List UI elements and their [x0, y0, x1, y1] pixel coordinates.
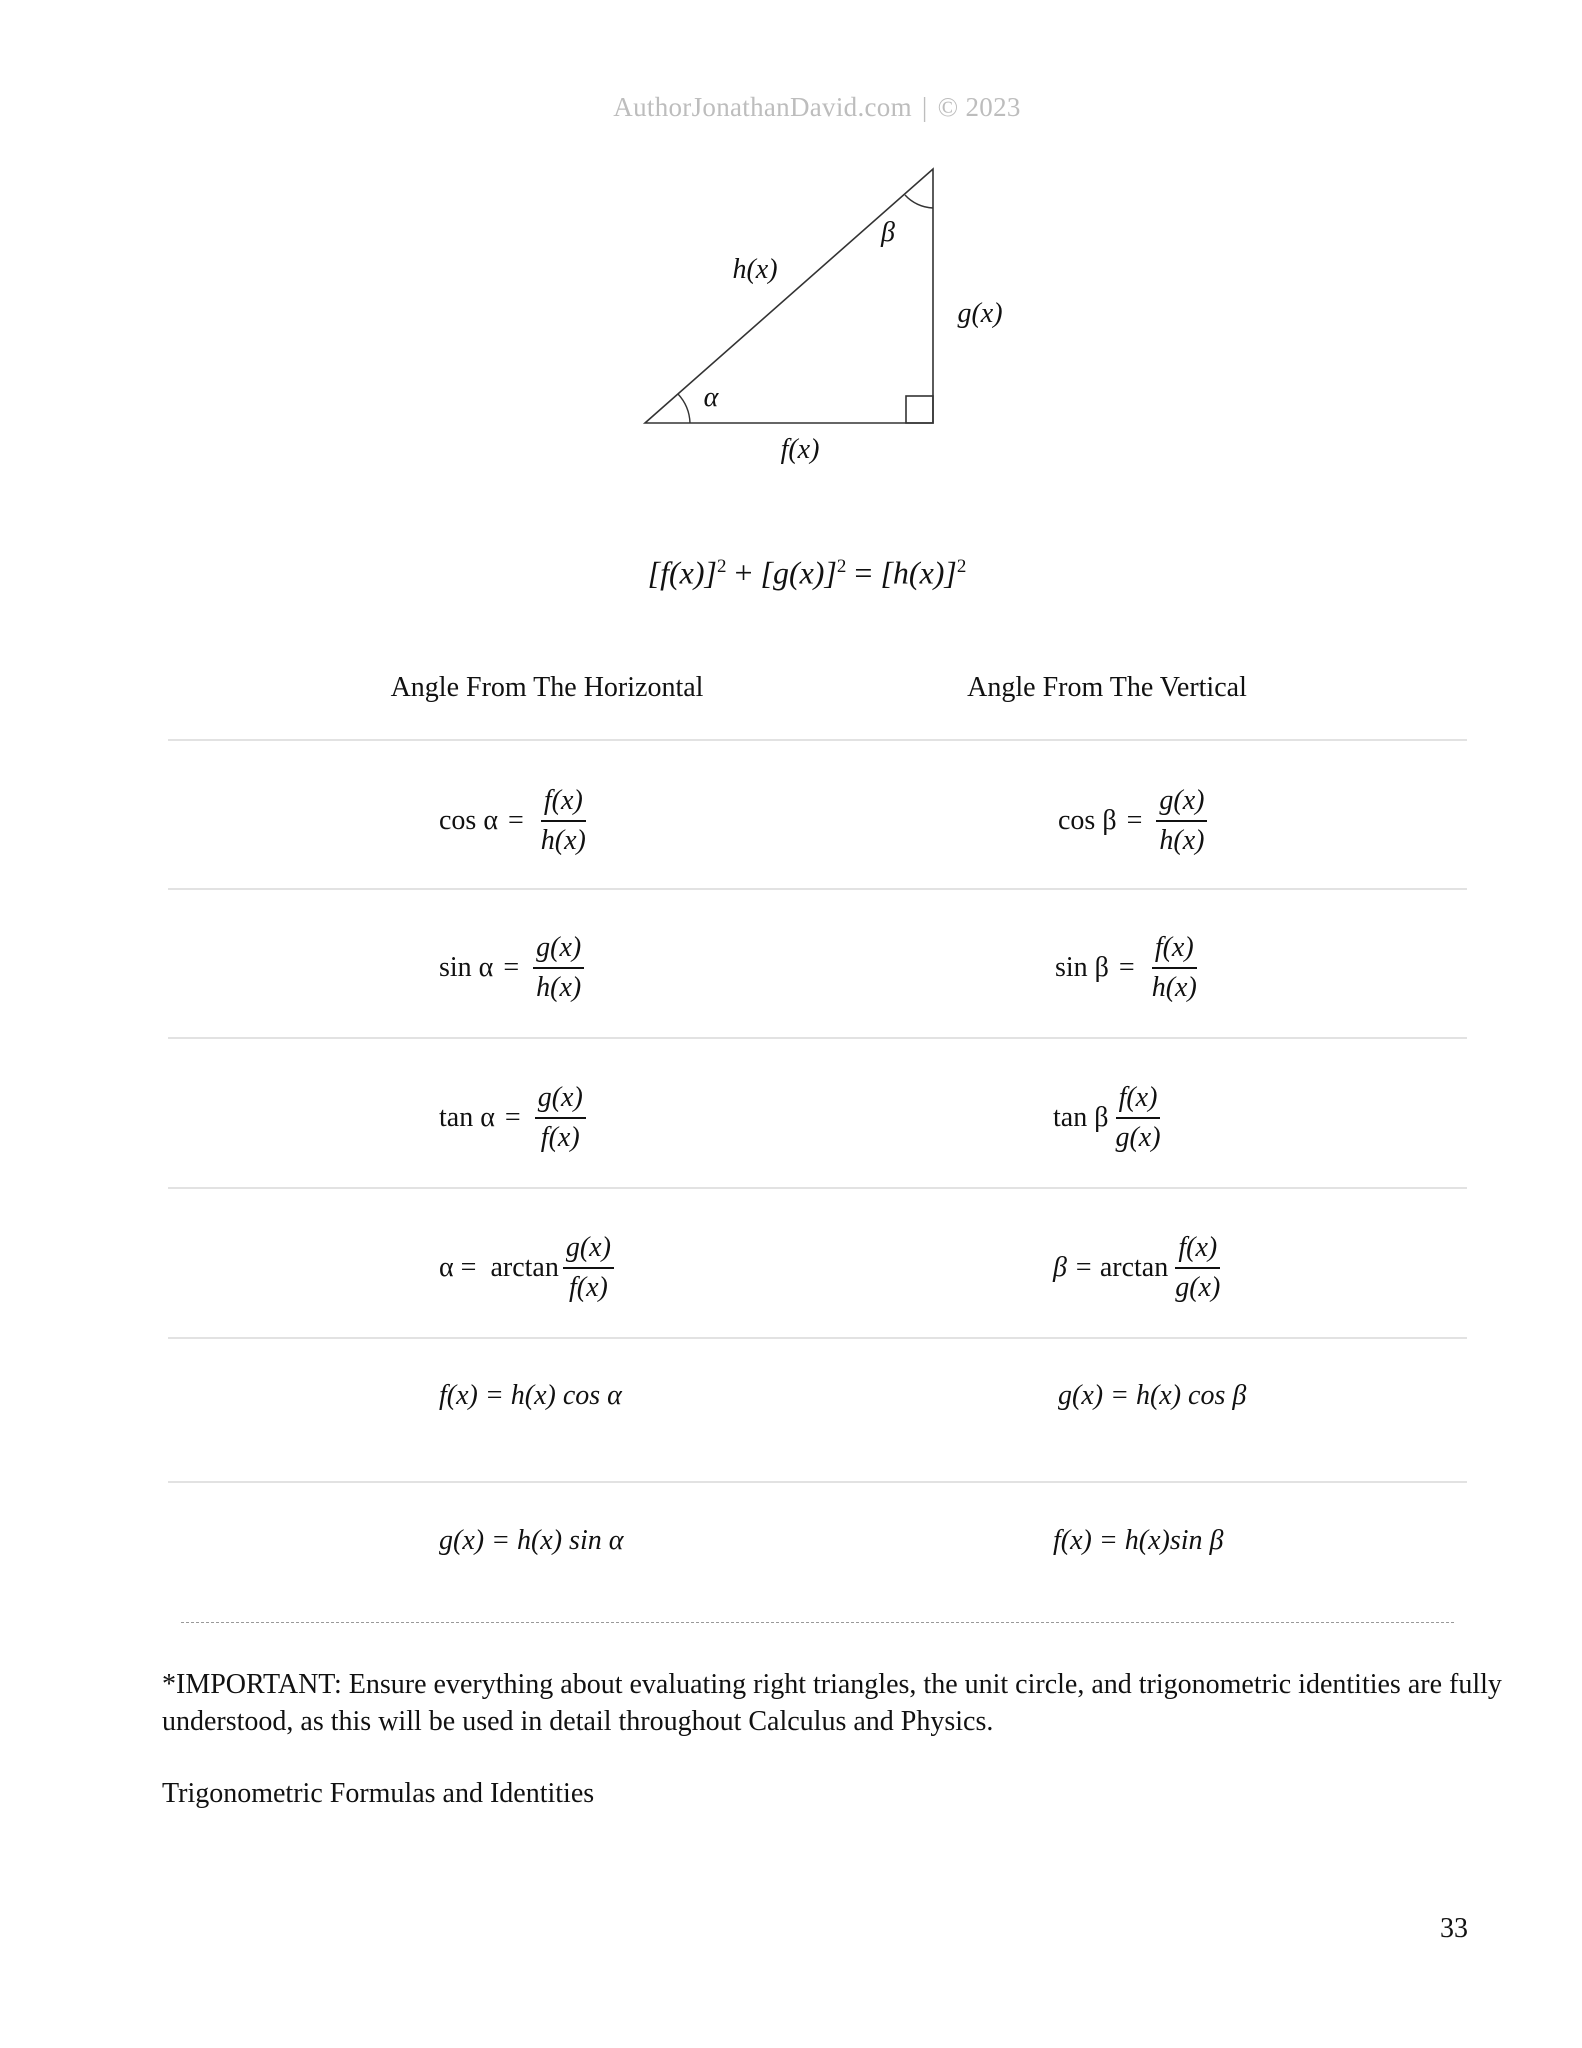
page-number: 33	[1440, 1913, 1468, 1944]
row-divider	[168, 1037, 1467, 1039]
right-angle-marker	[906, 396, 933, 423]
fraction	[535, 1079, 586, 1157]
numerator: g(x)	[533, 929, 584, 969]
numerator: f(x)	[1175, 1229, 1220, 1269]
pyth-exp: 2	[956, 555, 967, 577]
pyth-equals: =	[854, 554, 873, 591]
formula-lhs: β =	[1053, 1252, 1093, 1283]
formula-eq: =	[503, 952, 520, 983]
pyth-term-h: [h(x)]	[880, 554, 957, 591]
formula-sin-alpha	[439, 929, 584, 1007]
header-copyright: © 2023	[937, 92, 1021, 122]
formula-arctan-beta	[1053, 1229, 1223, 1307]
header-site: AuthorJonathanDavid.com	[613, 92, 912, 122]
numerator: g(x)	[1156, 782, 1207, 822]
base-label: f(x)	[780, 434, 820, 465]
row-divider	[168, 1187, 1467, 1189]
numerator: f(x)	[541, 782, 586, 822]
section-title: Trigonometric Formulas and Identities	[162, 1778, 595, 1809]
denominator: h(x)	[540, 825, 586, 856]
denominator: h(x)	[1159, 825, 1205, 856]
fraction	[533, 929, 584, 1007]
fraction	[1149, 929, 1200, 1007]
formula-function: arctan	[490, 1252, 559, 1283]
formula-eq: =	[1126, 805, 1143, 836]
formula-tan-alpha	[439, 1079, 586, 1157]
formula-lhs: sin α	[439, 952, 494, 983]
numerator: f(x)	[1116, 1079, 1161, 1119]
formula-cos-beta	[1058, 782, 1207, 860]
formula-g-from-h-sin: g(x) = h(x) sin α	[439, 1525, 624, 1556]
denominator: f(x)	[540, 1122, 580, 1153]
vertical-side-label: g(x)	[957, 298, 1003, 329]
formula-lhs: tan β	[1053, 1102, 1109, 1133]
numerator: g(x)	[563, 1229, 614, 1269]
beta-arc	[905, 195, 933, 208]
header-separator: |	[921, 92, 928, 122]
beta-label: β	[881, 217, 895, 248]
formula-cos-alpha	[439, 782, 589, 860]
formula-f-from-h-sin: f(x) = h(x)sin β	[1053, 1525, 1224, 1556]
formula-lhs: cos β	[1058, 805, 1117, 836]
formula-tan-beta	[1053, 1079, 1164, 1157]
formula-g-from-h-cos: g(x) = h(x) cos β	[1058, 1380, 1247, 1411]
denominator: f(x)	[568, 1272, 608, 1303]
fraction	[563, 1229, 614, 1307]
formula-lhs: α =	[439, 1252, 477, 1283]
fraction	[538, 782, 589, 860]
pyth-plus: +	[734, 554, 753, 591]
triangle-outline	[645, 169, 933, 423]
formula-f-from-h-cos: f(x) = h(x) cos α	[439, 1380, 622, 1411]
pyth-term-g: [g(x)]	[760, 554, 837, 591]
important-note: *IMPORTANT: Ensure everything about evaluating right triangles, the unit circle, and trigonometric identities are fully understood, as this will be used in detail throughout Calculus and Physics.	[162, 1669, 1502, 1737]
formula-function: arctan	[1099, 1252, 1169, 1283]
alpha-label: α	[703, 382, 719, 413]
section-divider	[181, 1622, 1454, 1623]
denominator: h(x)	[536, 972, 582, 1003]
pyth-term-f: [f(x)]	[647, 554, 717, 591]
pyth-exp: 2	[716, 555, 727, 577]
row-divider	[168, 1337, 1467, 1339]
formula-eq: =	[1118, 952, 1135, 983]
pyth-exp: 2	[836, 555, 847, 577]
numerator: f(x)	[1152, 929, 1197, 969]
hypotenuse-label: h(x)	[732, 254, 778, 285]
row-divider	[168, 1481, 1467, 1483]
denominator: g(x)	[1115, 1122, 1161, 1153]
denominator: g(x)	[1175, 1272, 1221, 1303]
fraction	[1172, 1229, 1223, 1307]
pythagorean-theorem	[648, 555, 967, 592]
numerator: g(x)	[535, 1079, 586, 1119]
formula-sin-beta	[1055, 929, 1200, 1007]
fraction	[1112, 1079, 1163, 1157]
denominator: h(x)	[1151, 972, 1197, 1003]
fraction	[1156, 782, 1207, 860]
formula-lhs: cos α	[439, 805, 498, 836]
column-header-vertical: Angle From The Vertical	[967, 672, 1247, 703]
formula-eq: =	[508, 805, 524, 836]
row-divider	[168, 888, 1467, 890]
formula-lhs: sin β	[1055, 952, 1109, 983]
right-triangle-diagram	[0, 0, 1582, 700]
formula-lhs: tan α	[439, 1102, 495, 1133]
row-divider	[168, 739, 1467, 741]
formula-eq: =	[504, 1102, 521, 1133]
column-header-horizontal: Angle From The Horizontal	[390, 672, 704, 703]
formula-arctan-alpha	[439, 1229, 614, 1307]
alpha-arc	[678, 394, 690, 423]
